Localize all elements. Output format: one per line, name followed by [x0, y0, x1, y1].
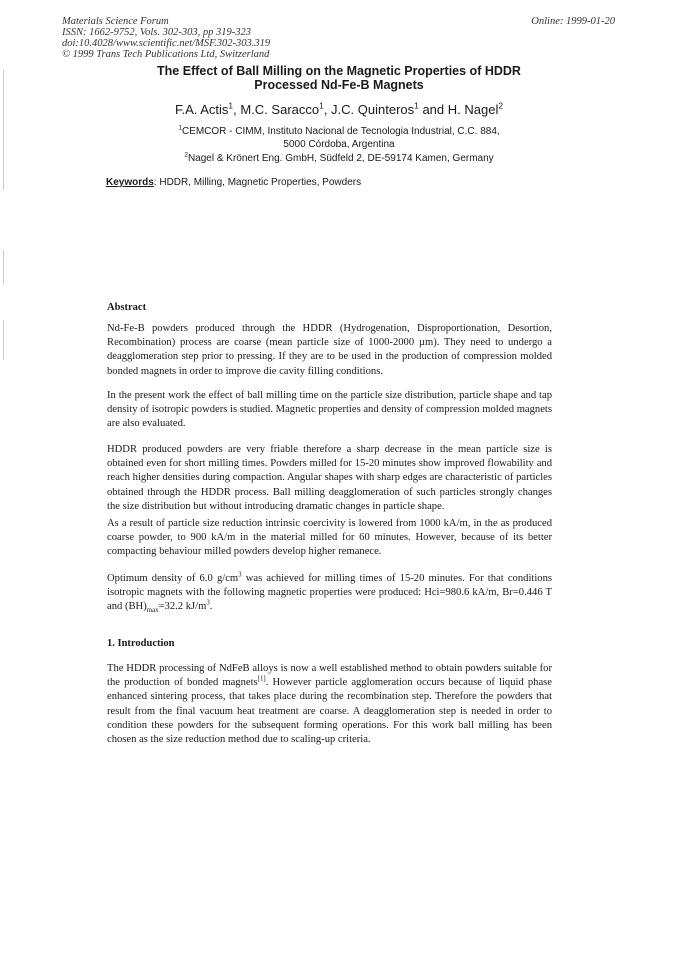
author-name: J.C. Quinteros [331, 102, 415, 117]
affiliation-mark: 1 [228, 100, 234, 111]
paper-title-line-1: The Effect of Ball Milling on the Magnetic Properties of HDDR [157, 64, 521, 78]
journal-copyright: © 1999 Trans Tech Publications Ltd, Switzerland [62, 49, 270, 60]
text-run: Optimum density of 6.0 g/cm [107, 573, 239, 584]
author-name: M.C. Saracco [240, 102, 320, 117]
keywords-text: HDDR, Milling, Magnetic Properties, Powders [159, 177, 362, 188]
citation-ref: [1] [257, 675, 266, 683]
affiliation-1 [0, 125, 678, 151]
text-run: was achieved for milling times of 15-20 minutes. For that conditions isotropic magnets with the following magnetic properties were produced: Hci=980.6 kA/m, Br=0.446 T and (BH) [107, 573, 552, 613]
abstract-paragraph: As a result of particle size reduction intrinsic coercivity is lowered from 1000 kA/m, in the as produced coarse powder, to 900 kA/m in the material milled for 60 minutes. However, because of its better compacting behaviour milled powders develop higher remanece. [107, 518, 552, 558]
affiliation-mark: 1 [319, 100, 324, 111]
subscript: max [146, 607, 159, 615]
journal-name: Materials Science Forum [62, 16, 169, 27]
affiliation-mark: 2 [498, 100, 504, 111]
text-run: . However particle agglomeration occurs because of liquid phase enhanced sintering process, that takes place during the recombination step. Therefore the powders that result from the final vacuum heat treatment are coarse. A deagglomeration step is needed in order to condition these powders for the subsequent forming operations. For this work ball milling has been chosen as the size reduction method due to scaling-up criteria. [107, 677, 552, 746]
journal-issn: ISSN: 1662-9752, Vols. 302-303, pp 319-323 [62, 27, 251, 38]
affiliation-text: Nagel & Krönert Eng. GmbH, Südfeld 2, DE-59174 Kamen, Germany [187, 153, 494, 164]
scan-edge-line [3, 250, 4, 285]
affiliation-mark: 1 [178, 124, 182, 132]
introduction-paragraph [107, 662, 552, 747]
author-name: H. Nagel [447, 102, 499, 117]
abstract-paragraph: HDDR produced powders are very friable therefore a sharp decrease in the mean particle size is obtained even for short milling times. Powders milled for 15-20 minutes show improved flowability and reach higher densities during compaction. Angular shapes with sharp edges are characteristic of particles obtained through the HDDR process. Ball milling deagglomeration of such particles strongly changes the size distribution but without introducing dramatic changes in particle shape. [107, 444, 552, 512]
online-date: Online: 1999-01-20 [531, 16, 615, 27]
author-separator: , [323, 102, 332, 117]
abstract-heading: Abstract [107, 302, 147, 313]
keywords [106, 177, 361, 188]
author-separator: and [418, 102, 448, 117]
journal-header [62, 16, 270, 60]
text-run: The HDDR processing of NdFeB alloys is now a well established method to obtain powders suitable for the production of bonded magnets [107, 663, 552, 689]
affiliation-mark: 2 [184, 151, 188, 159]
affiliation-mark: 1 [414, 100, 419, 111]
introduction-heading: 1. Introduction [107, 638, 175, 649]
author-separator: , [233, 102, 241, 117]
affiliation-text: CEMCOR - CIMM, Instituto Nacional de Tecnologia Industrial, C.C. 884, [181, 126, 500, 137]
abstract-paragraph: In the present work the effect of ball milling time on the particle size distribution, particle shape and tap density of isotropic powders is studied. Magnetic properties and density of compression molded magnets are also evaluated. [107, 390, 552, 430]
paper-title-line-2: Processed Nd-Fe-B Magnets [254, 78, 424, 92]
affiliation-2 [0, 152, 678, 165]
abstract-paragraph [107, 572, 552, 615]
superscript: 3 [206, 599, 210, 607]
text-run: . [209, 601, 213, 613]
superscript: 3 [238, 571, 242, 579]
text-run: =32.2 kJ/m [158, 601, 207, 613]
author-list [0, 102, 678, 117]
keywords-label: Keywords [106, 177, 154, 188]
affiliation-text: 5000 Córdoba, Argentina [283, 139, 395, 150]
keywords-separator: : [153, 177, 160, 188]
author-name: F.A. Actis [174, 102, 229, 117]
abstract-paragraph: Nd-Fe-B powders produced through the HDDR (Hydrogenation, Disproportionation, Desortion, Recombination) process are coarse (mean particle size of 1000-2000 µm). They need to undergo a deagglomeration step prior to pressing. If they are to be used in the production of compression molded bonded magnets in order to improve die cavity filling conditions. [107, 323, 552, 377]
scan-edge-line [3, 320, 4, 360]
journal-doi: doi:10.4028/www.scientific.net/MSF.302-303.319 [62, 38, 271, 49]
